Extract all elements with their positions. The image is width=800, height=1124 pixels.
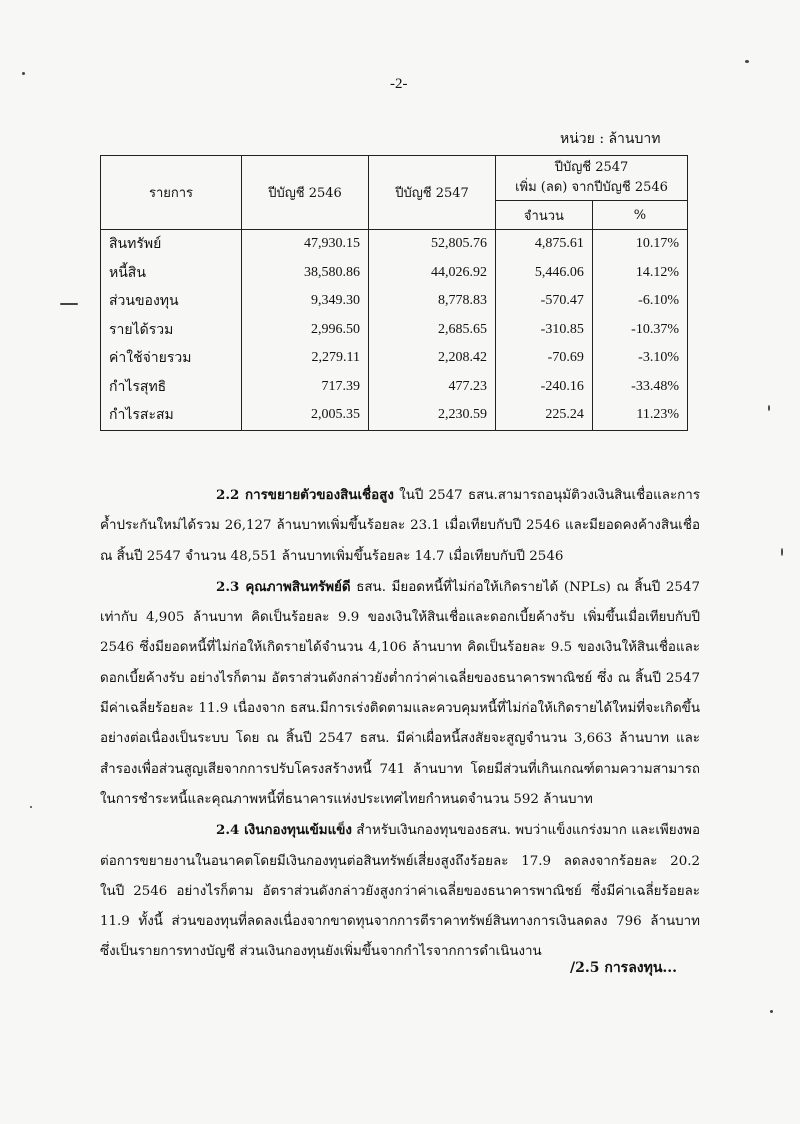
row-item: สินทรัพย์: [101, 230, 242, 259]
section-text: ในปี 2547 ธสน.สามารถอนุมัติวงเงินสินเชื่อและการค้ำประกันใหม่ได้รวม 26,127 ล้านบาทเพิ่มขึ้นร้อยละ 23.1 เมื่อเทียบกับปี 2546 และมียอดคงค้างสินเชื่อ ณ สิ้นปี 2547 จำนวน 48,551 ล้านบาทเพิ่มขึ้นร้อยละ 14.7 เมื่อเทียบกับปี 2546: [100, 488, 701, 564]
header-change-line1: ปีบัญชี 2547: [554, 160, 629, 175]
header-amount: จำนวน: [496, 201, 593, 230]
row-amount: -70.69: [496, 344, 593, 373]
financial-summary-table: [100, 155, 688, 431]
header-percent: %: [592, 201, 687, 230]
row-2546: 2,005.35: [242, 401, 369, 430]
scan-speck: [770, 1010, 773, 1013]
row-item: รายได้รวม: [101, 316, 242, 345]
unit-label: หน่วย : ล้านบาท: [560, 131, 661, 147]
continuation-note: /2.5 การลงทุน...: [570, 960, 678, 976]
row-2547: 2,208.42: [369, 344, 496, 373]
row-2546: 2,996.50: [242, 316, 369, 345]
row-2547: 2,230.59: [369, 401, 496, 430]
paragraph-2-4: [100, 815, 700, 967]
row-item: กำไรสะสม: [101, 401, 242, 430]
row-2547: 52,805.76: [369, 230, 496, 259]
scan-speck: [781, 548, 783, 556]
section-heading: 2.4 เงินกองทุนเข้มแข็ง: [216, 822, 352, 839]
table-row: [101, 401, 688, 430]
header-2546: ปีบัญชี 2546: [242, 156, 369, 230]
row-percent: -6.10%: [592, 287, 687, 316]
section-text: ธสน. มียอดหนี้ที่ไม่ก่อให้เกิดรายได้ (NPLs) ณ สิ้นปี 2547 เท่ากับ 4,905 ล้านบาท คิดเป็นร้อยละ 9.9 ของเงินให้สินเชื่อและดอกเบี้ยค้างรับ เพิ่มขึ้นเมื่อเทียบกับปี 2546 ซึ่งมียอดหนี้ที่ไม่ก่อให้เกิดรายได้จำนวน 4,106 ล้านบาท คิดเป็นร้อยละ 9.5 ของเงินให้สินเชื่อและดอกเบี้ยค้างรับ อย่างไรก็ตาม อัตราส่วนดังกล่าวยังต่ำกว่าค่าเฉลี่ยของธนาคารพาณิชย์ ซึ่ง ณ สิ้นปี 2547 มีค่าเฉลี่ยร้อยละ 11.9 เนื่องจาก ธสน.มีการเร่งติดตามและควบคุมหนี้ที่ไม่ก่อให้เกิดรายได้ใหม่ที่จะเกิดขึ้นอย่างต่อเนื่องเป็นระบบ โดย ณ สิ้นปี 2547 ธสน. มีค่าเผื่อหนี้สงสัยจะสูญจำนวน 3,663 ล้านบาท และสำรองเพื่อส่วนสูญเสียจากการปรับโครงสร้างหนี้ 741 ล้านบาท โดยมีส่วนที่เกินเกณฑ์ตามความสามารถในการชำระหนี้และคุณภาพหนี้ที่ธนาคารแห่งประเทศไทยกำหนดจำนวน 592 ล้านบาท: [100, 579, 700, 807]
page-number: -2-: [390, 76, 408, 92]
row-percent: 11.23%: [592, 401, 687, 430]
body-text: [100, 480, 700, 968]
scan-speck: [745, 60, 749, 63]
section-heading: 2.2 การขยายตัวของสินเชื่อสูง: [216, 487, 394, 503]
row-percent: -10.37%: [592, 316, 687, 345]
table-row: [101, 316, 688, 345]
header-change-line2: เพิ่ม (ลด) จากปีบัญชี 2546: [515, 180, 668, 195]
row-percent: 10.17%: [592, 230, 687, 259]
row-item: ค่าใช้จ่ายรวม: [101, 344, 242, 373]
row-item: ส่วนของทุน: [101, 287, 242, 316]
table-row: [101, 373, 688, 402]
row-2546: 47,930.15: [242, 230, 369, 259]
header-change-group: [496, 156, 688, 201]
scan-speck: [30, 806, 32, 808]
table-row: [101, 344, 688, 373]
scan-speck: [22, 72, 25, 75]
row-amount: -570.47: [496, 287, 593, 316]
row-2547: 2,685.65: [369, 316, 496, 345]
table-row: [101, 230, 688, 259]
row-percent: -33.48%: [592, 373, 687, 402]
row-percent: -3.10%: [592, 344, 687, 373]
table-row: [101, 287, 688, 316]
scan-speck: [768, 405, 770, 411]
section-text: สำหรับเงินกองทุนของธสน. พบว่าแข็งแกร่งมาก และเพียงพอต่อการขยายงานในอนาคตโดยมีเงินกองทุนต่อสินทรัพย์เสี่ยงสูงถึงร้อยละ 17.9 ลดลงจากร้อยละ 20.2 ในปี 2546 อย่างไรก็ตาม อัตราส่วนดังกล่าวยังสูงกว่าค่าเฉลี่ยของธนาคารพาณิชย์ ซึ่งมีค่าเฉลี่ยร้อยละ 11.9 ทั้งนี้ ส่วนของทุนที่ลดลงเนื่องจากขาดทุนจากการตีราคาทรัพย์สินทางการเงินลดลง 796 ล้านบาท ซึ่งเป็นรายการทางบัญชี ส่วนเงินกองทุนยังเพิ่มขึ้นจากกำไรจากการดำเนินงาน: [100, 823, 700, 960]
row-percent: 14.12%: [592, 259, 687, 288]
row-2546: 38,580.86: [242, 259, 369, 288]
row-2546: 9,349.30: [242, 287, 369, 316]
section-heading: 2.3 คุณภาพสินทรัพย์ดี: [216, 578, 351, 595]
paragraph-2-3: [100, 572, 700, 815]
row-item: กำไรสุทธิ: [101, 373, 242, 402]
row-amount: 4,875.61: [496, 230, 593, 259]
row-2547: 477.23: [369, 373, 496, 402]
row-2546: 717.39: [242, 373, 369, 402]
row-amount: 5,446.06: [496, 259, 593, 288]
row-item: หนี้สิน: [101, 259, 242, 288]
scan-speck: [60, 303, 78, 305]
table-row: [101, 259, 688, 288]
header-2547: ปีบัญชี 2547: [369, 156, 496, 230]
row-2547: 8,778.83: [369, 287, 496, 316]
row-2547: 44,026.92: [369, 259, 496, 288]
row-2546: 2,279.11: [242, 344, 369, 373]
row-amount: -310.85: [496, 316, 593, 345]
header-item: รายการ: [101, 156, 242, 230]
row-amount: -240.16: [496, 373, 593, 402]
paragraph-2-2: [100, 480, 700, 572]
row-amount: 225.24: [496, 401, 593, 430]
